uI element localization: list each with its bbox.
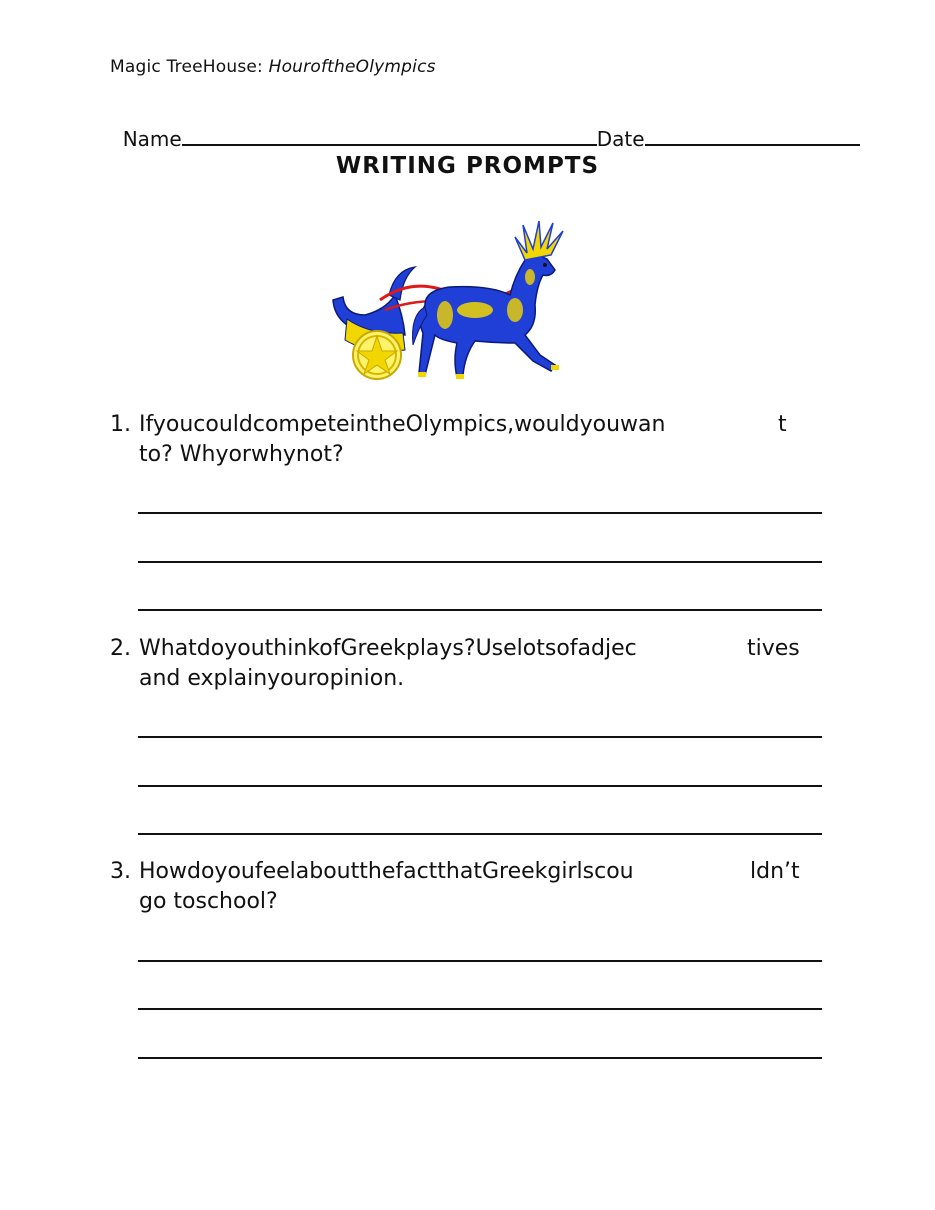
worksheet-header (110, 57, 436, 77)
prompt-text-line1: HowdoyoufeelaboutthefactthatGreekgirlscou (139, 859, 634, 884)
date-label: Date (596, 127, 645, 151)
prompt-text-line1: WhatdoyouthinkofGreekplays?Uselotsofadjec (139, 636, 637, 661)
date-blank[interactable] (645, 126, 860, 146)
answer-line[interactable] (138, 512, 822, 514)
prompt-2 (110, 634, 830, 694)
answer-line[interactable] (138, 1008, 822, 1010)
prompt-text-line2: go toschool? (139, 889, 278, 914)
prompt-text-line2: and explainyouropinion. (139, 666, 405, 691)
prompt-number: 3. (110, 859, 131, 884)
page-title: WRITING PROMPTS (335, 153, 600, 179)
answer-line[interactable] (138, 785, 822, 787)
name-blank[interactable] (182, 126, 597, 146)
prompt-number: 2. (110, 636, 131, 661)
book-title: HouroftheOlympics (268, 57, 436, 77)
prompt-3 (110, 857, 830, 917)
answer-line[interactable] (138, 736, 822, 738)
prompt-text-line1-end: t (778, 412, 787, 437)
answer-line[interactable] (138, 960, 822, 962)
name-label: Name (122, 127, 182, 151)
answer-line[interactable] (138, 1057, 822, 1059)
prompt-text-line1-end: tives (747, 636, 800, 661)
answer-line[interactable] (138, 609, 822, 611)
series-label: Magic TreeHouse: (110, 57, 263, 77)
horse-chariot-illustration (325, 215, 585, 390)
name-date-line (110, 102, 860, 151)
prompt-number: 1. (110, 412, 131, 437)
prompt-text-line1: IfyoucouldcompeteintheOlympics,wouldyouwan (139, 412, 666, 437)
prompt-1 (110, 410, 830, 470)
answer-line[interactable] (138, 561, 822, 563)
prompt-text-line2: to? Whyorwhynot? (139, 442, 344, 467)
answer-line[interactable] (138, 833, 822, 835)
prompt-text-line1-end: ldn’t (750, 859, 800, 884)
